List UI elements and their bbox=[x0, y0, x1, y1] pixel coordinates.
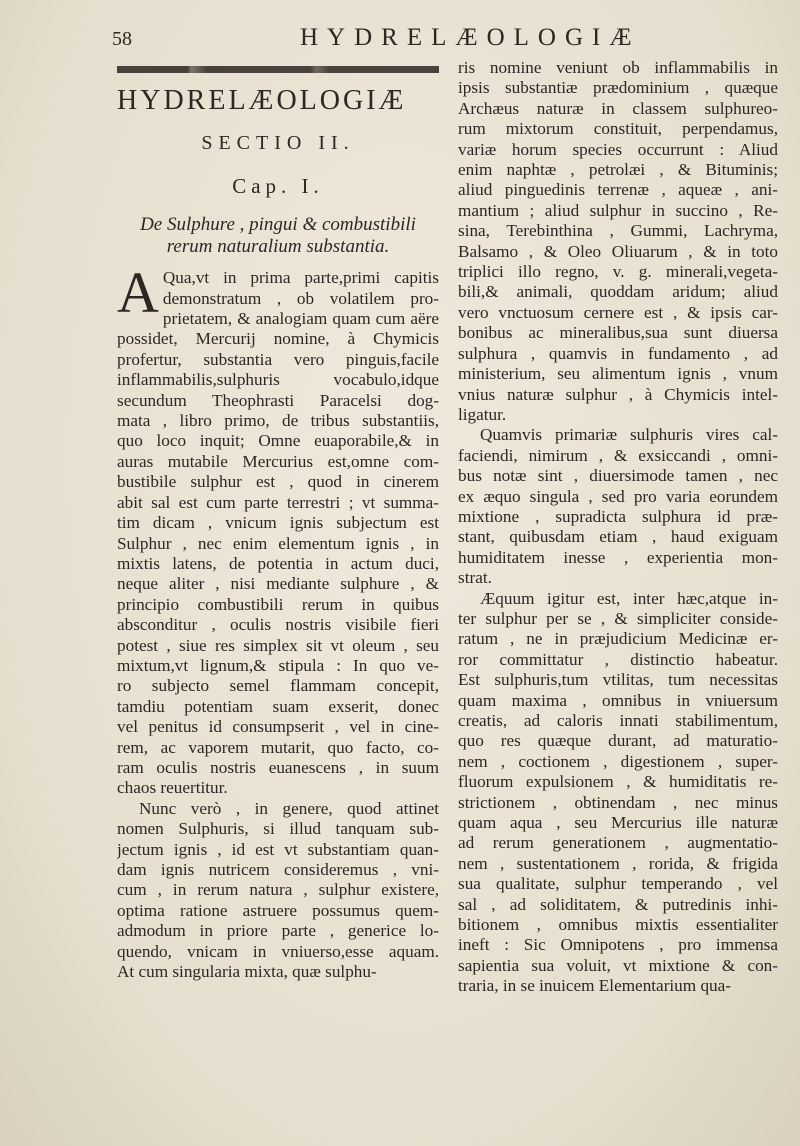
text-line: Æquum igitur est, inter hæc,atque in- bbox=[480, 588, 778, 608]
text-line: strat. bbox=[458, 568, 492, 588]
text-line: Quamvis primariæ sulphuris vires cal- bbox=[480, 425, 778, 445]
text-line: rem, ac vaporem mutarit, quo facto, co- bbox=[117, 737, 439, 757]
body-text-right bbox=[458, 58, 778, 997]
text-line: fluorum expulsionem , & humiditatis re- bbox=[458, 772, 778, 792]
running-title: HYDRELÆOLOGIÆ bbox=[300, 24, 641, 51]
text-line: optima ratione astruere possumus quem- bbox=[117, 900, 439, 920]
text-line: nem , sustentationem , rorida, & frigida bbox=[458, 853, 778, 873]
text-line: nem , coctionem , digestionem , super- bbox=[458, 751, 778, 771]
text-line: abit sal est cum parte terrestri ; vt summa- bbox=[117, 492, 439, 512]
text-line: secundum Theophrasti Paracelsi dog- bbox=[117, 390, 439, 410]
text-line: auras mutabile Mercurius est,omne com- bbox=[117, 451, 439, 471]
text-line: ro subjecto semel flammam concepit, bbox=[117, 676, 439, 696]
chapter-heading: Cap. I. bbox=[232, 173, 324, 198]
text-line: absconditur , oculis nostris visibile fieri bbox=[117, 615, 439, 635]
text-line: mata , libro primo, de tribus substantiis, bbox=[117, 411, 439, 431]
text-line: Sulphur , nec enim elementum ignis , in bbox=[117, 533, 439, 553]
text-line: ministerium, seu alimentum ignis , vnum bbox=[458, 364, 778, 384]
text-line: inflammabilis,sulphuris vocabulo,idque bbox=[117, 370, 439, 390]
text-line: vnius naturæ sulphur , à Chymicis intel- bbox=[458, 384, 778, 404]
text-line: rum mixtorum constituit, perpendamus, bbox=[458, 119, 778, 139]
text-line: ram oculis nostris euanescens , in suum bbox=[117, 757, 439, 777]
text-line: variæ horum species occurrunt : Aliud bbox=[458, 139, 778, 159]
text-line: strictionem , obtinendam , nec minus bbox=[458, 792, 778, 812]
book-title: HYDRELÆOLOGIÆ bbox=[117, 85, 407, 116]
text-line: Nunc verò , in genere, quod attinet bbox=[139, 798, 439, 818]
text-line: bustibile sulphur est , quod in cinerem bbox=[117, 472, 439, 492]
body-text-left bbox=[117, 260, 439, 982]
text-line: bus notæ sint , diuersimode tamen , nec bbox=[458, 466, 778, 486]
text-line: sulphura , quamvis in fundamento , ad bbox=[458, 343, 778, 363]
text-line: ligatur. bbox=[458, 404, 507, 424]
text-line: tim dicam , vnicum ignis subjectum est bbox=[117, 513, 439, 533]
text-line: ad rerum generationem , augmentatio- bbox=[458, 833, 778, 853]
text-line: vel penitus id consumpserit , vel in cine- bbox=[117, 717, 439, 737]
text-line: ipsis substantiæ prædominium , quæque bbox=[458, 78, 778, 98]
text-line: nomen Sulphuris, si illud tanquam sub- bbox=[117, 819, 439, 839]
text-line: profertur, substantia vero pinguis,facile bbox=[117, 349, 439, 369]
chapter-title bbox=[117, 214, 439, 258]
text-line: quo loco inquit; Omne euaporabile,& in bbox=[117, 431, 439, 451]
right-column bbox=[458, 58, 778, 997]
text-line: ineft : Sic Omnipotens , pro immensa bbox=[458, 935, 778, 955]
text-line: principio combustibili rerum in quibus bbox=[117, 594, 439, 614]
chapter-title-line: De Sulphure , pingui & combustibili bbox=[140, 214, 416, 236]
text-line: bonibus ac mineralibus,sua sunt diuersa bbox=[458, 323, 778, 343]
text-line: sua qualitate, sulphur temperando , vel bbox=[458, 874, 778, 894]
text-line: Archæus naturæ in classem sulphureo- bbox=[458, 98, 778, 118]
text-line: potest , siue res simplex sit vt oleum , seu bbox=[117, 635, 439, 655]
text-line: demonstratum , ob volatilem pro- bbox=[162, 288, 439, 308]
text-line: mixtione , supradicta sulphura id præ- bbox=[458, 506, 778, 526]
text-line: ratum , ne in præjudicium Medicinæ er- bbox=[458, 629, 778, 649]
text-line: enim naphtæ , petrolæi , & Bituminis; bbox=[458, 160, 778, 180]
text-line: At cum singularia mixta, quæ sulphu- bbox=[117, 962, 377, 982]
text-line: dam ignis nutricem consideremus , vni- bbox=[117, 860, 439, 879]
text-line: quam maxima , omnibus in vniuersum bbox=[458, 690, 778, 710]
text-line: jectum ignis , id est vt substantiam quan- bbox=[117, 839, 439, 859]
text-line: prietatem, & analogiam quam cum aëre bbox=[162, 309, 439, 329]
left-column bbox=[117, 58, 439, 982]
text-line: mantium ; aliud sulphur in succino , Re- bbox=[458, 200, 778, 220]
running-head bbox=[0, 14, 800, 51]
text-line: stant, quibusdam etiam , haud exiguam bbox=[458, 527, 778, 547]
text-line: chaos reuertitur. bbox=[117, 778, 228, 798]
text-line: faciendi, nimirum , & exsiccandi , omni- bbox=[458, 445, 778, 465]
text-line: creatis, ad caloris innati stabilimentum, bbox=[458, 711, 778, 730]
text-line: quam aqua , seu Mercurius ille naturæ bbox=[458, 813, 778, 833]
ornamental-rule bbox=[117, 66, 439, 73]
text-line: mixtum,vt lignum,& stipula : In quo ve- bbox=[117, 655, 439, 675]
text-line: mixtis latens, de potentia in actum duci, bbox=[117, 553, 439, 573]
text-line: sina, Terebinthina , Gummi, Lachryma, bbox=[458, 221, 778, 241]
text-line: quendo, vnicam in vniuerso,esse aquam. bbox=[117, 941, 439, 961]
text-line: admodum in priore parte , generice lo- bbox=[117, 921, 439, 941]
text-line: tamdiu potentiam suam exserit, donec bbox=[117, 696, 439, 716]
text-line: Balsamo , & Oleo Oliuarum , & in toto bbox=[458, 241, 778, 261]
text-line: quo res quæque durant, ad maturatio- bbox=[458, 731, 778, 751]
text-line: bitionem , omnibus mixtis essentialiter bbox=[458, 915, 778, 935]
text-line: sapientia sua voluit, vt mixtione & con- bbox=[458, 955, 778, 975]
text-line: aliud pinguedinis terrenæ , aqueæ , ani- bbox=[458, 180, 778, 200]
text-line: ter sulphur per se , & simpliciter conside- bbox=[458, 608, 778, 628]
text-line: vero vnctuosum cernere est , & ipsis car- bbox=[458, 302, 778, 322]
text-line: ris nomine veniunt ob inflammabilis in bbox=[458, 58, 778, 77]
page-number: 58 bbox=[112, 28, 132, 50]
text-line: neque aliter , nisi mediante sulphure , & bbox=[117, 574, 439, 594]
drop-cap: A bbox=[117, 260, 159, 326]
section-heading: SECTIO II. bbox=[201, 132, 355, 155]
text-line: bili,& animali, quoddam aridum; aliud bbox=[458, 282, 778, 302]
text-line: possidet, Mercurij nomine, à Chymicis bbox=[117, 329, 439, 349]
text-line: ror committatur , distinctio habeatur. bbox=[458, 649, 778, 669]
text-line: humiditatem inesse , experientia mon- bbox=[458, 547, 778, 567]
text-line: ex æquo singula , sed pro varia eorundem bbox=[458, 486, 778, 506]
text-line: triplici illo regno, v. g. minerali,vegeta- bbox=[458, 262, 778, 282]
text-line: cum , in rerum natura , sulphur existere, bbox=[117, 880, 439, 900]
text-line: traria, in se inuicem Elementarium qua- bbox=[458, 976, 731, 996]
chapter-title-line: rerum naturalium substantia. bbox=[166, 236, 390, 258]
text-line: Qua,vt in prima parte,primi capitis bbox=[162, 268, 439, 288]
text-line: Est sulphuris,tum vtilitas, tum necessitas bbox=[458, 670, 778, 690]
text-line: sal , ad soliditatem, & putredinis inhi- bbox=[458, 894, 778, 914]
